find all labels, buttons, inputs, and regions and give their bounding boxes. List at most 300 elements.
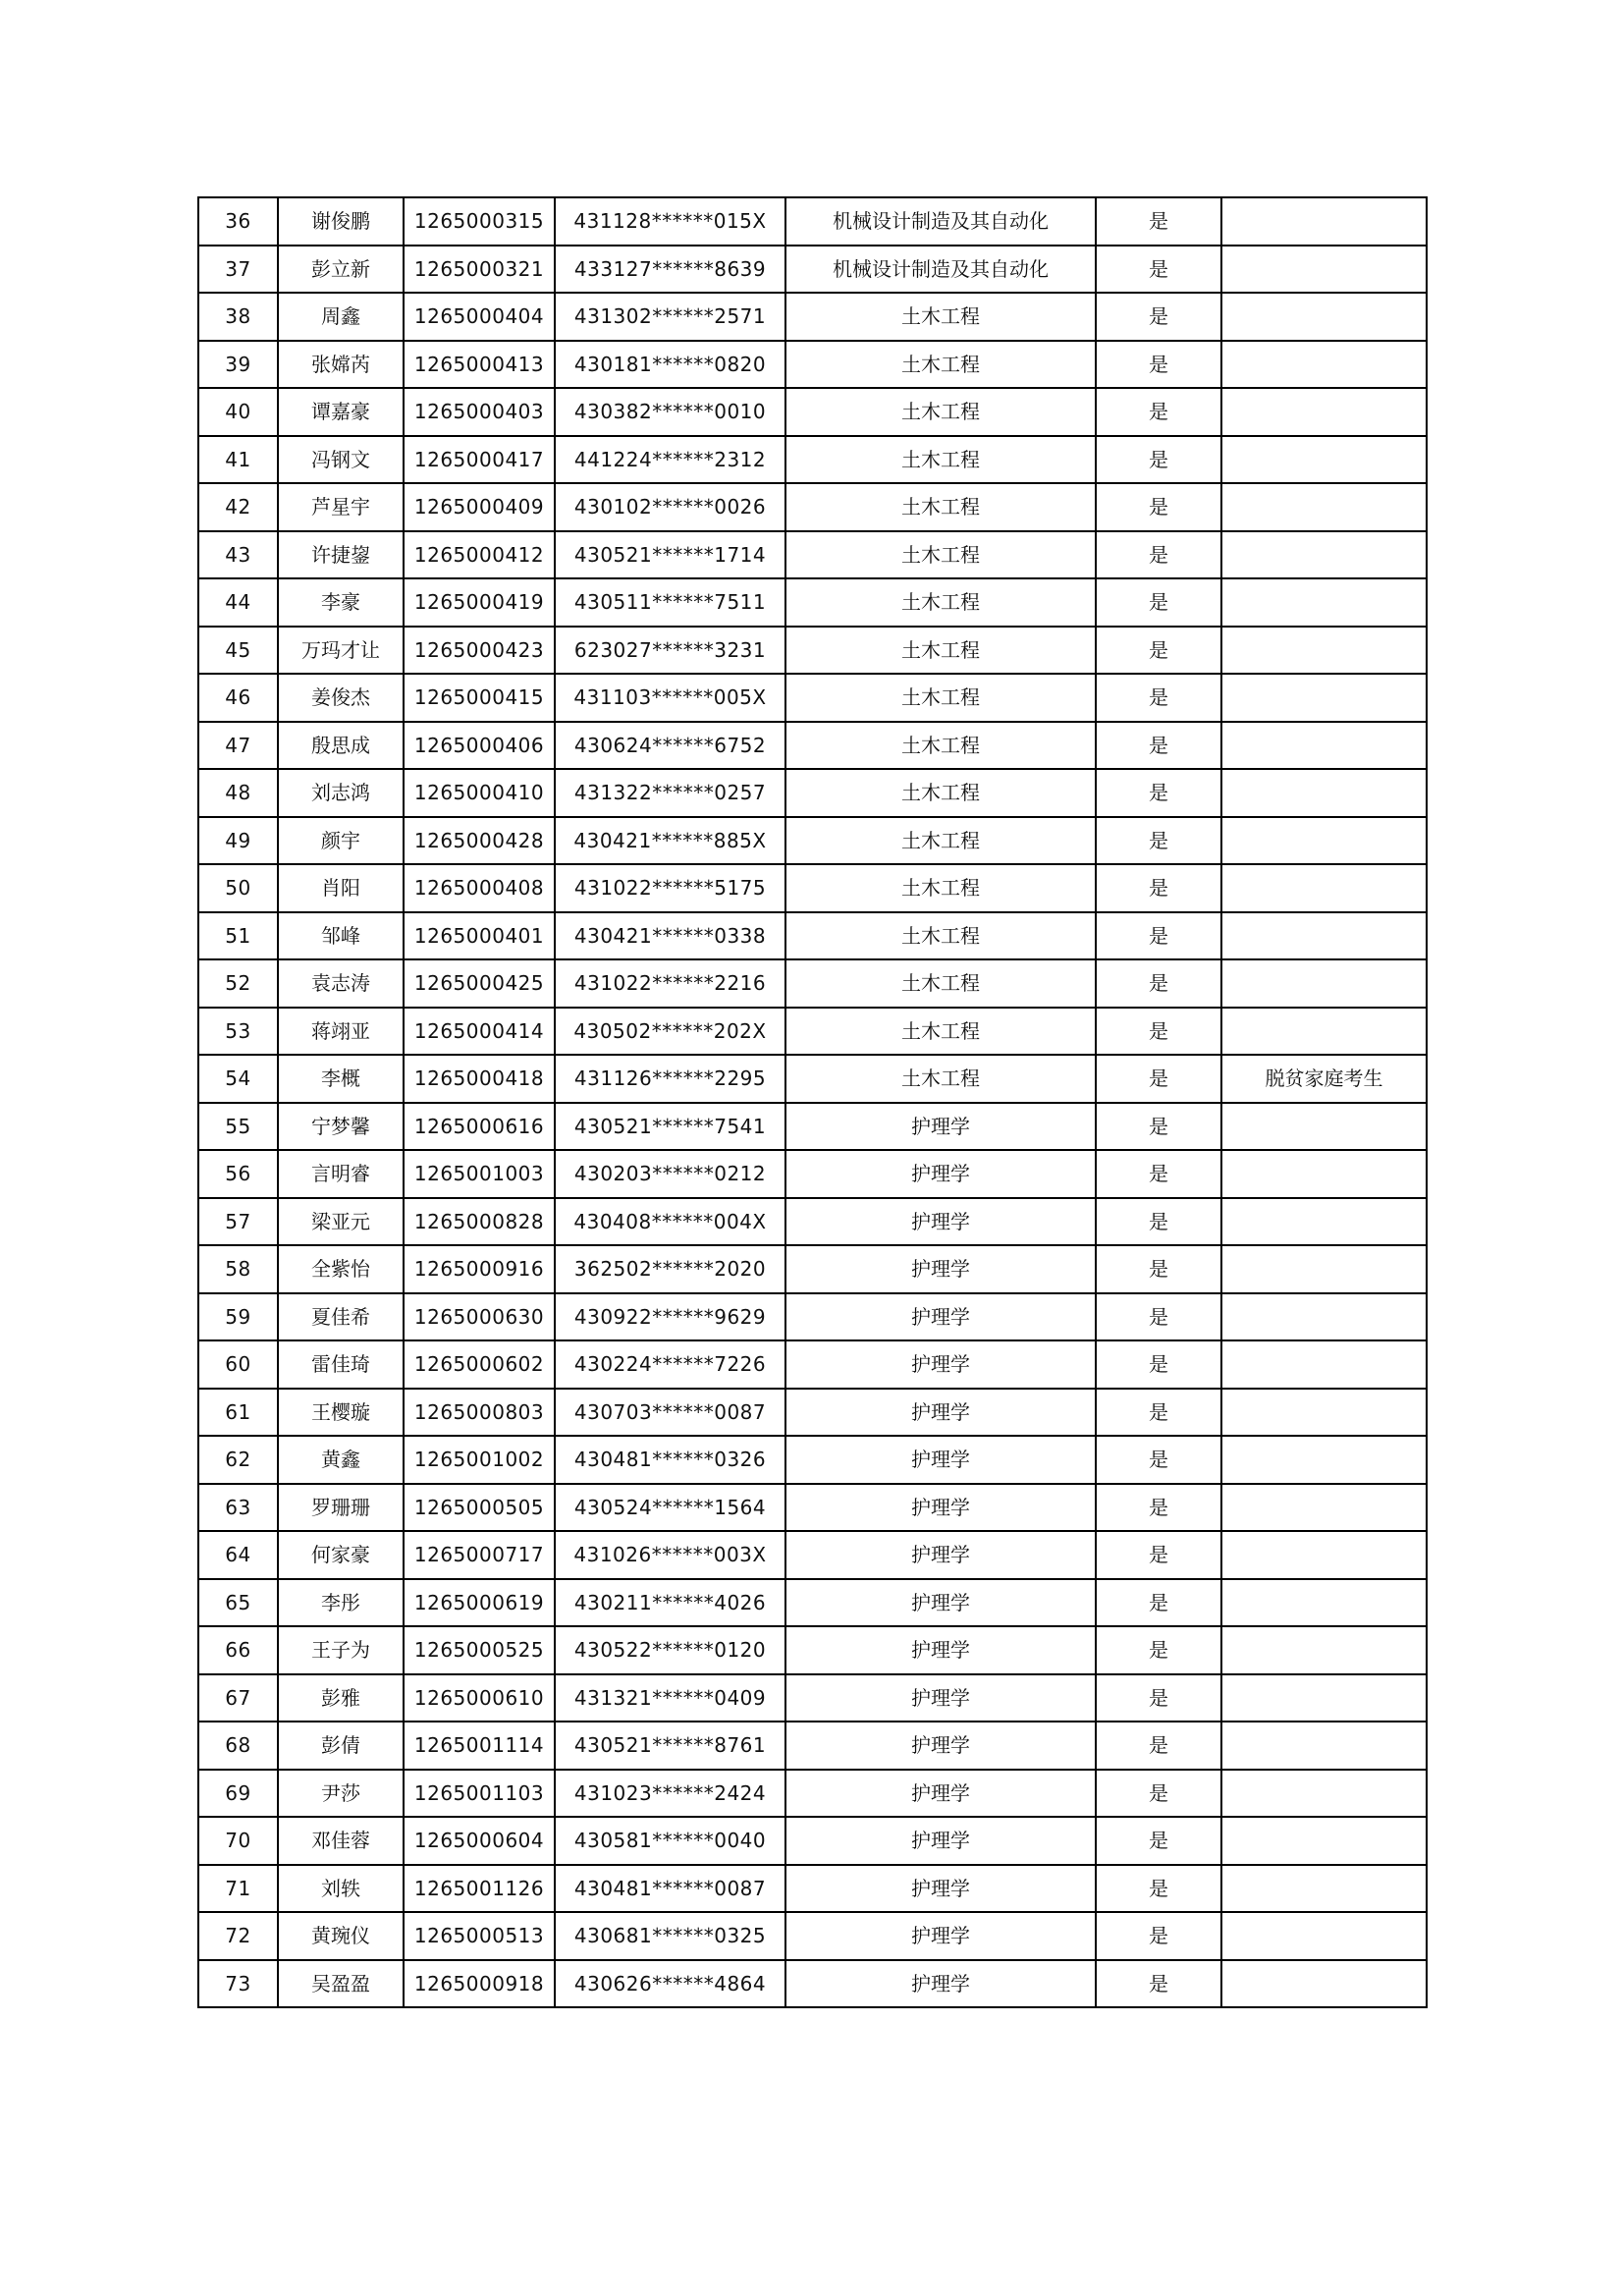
row-number-cell: 62	[198, 1436, 278, 1484]
exam-number-cell: 1265000602	[404, 1340, 555, 1389]
remark-cell	[1221, 1484, 1427, 1532]
id-number-cell: 430581******0040	[555, 1817, 785, 1865]
row-number-cell: 53	[198, 1008, 278, 1056]
name-cell: 殷思成	[278, 722, 404, 770]
table-row	[198, 1436, 1427, 1484]
name-cell: 袁志涛	[278, 959, 404, 1008]
table-row	[198, 1150, 1427, 1198]
name-cell: 芦星宇	[278, 483, 404, 531]
remark-cell	[1221, 1817, 1427, 1865]
major-cell: 土木工程	[785, 1055, 1096, 1103]
remark-cell: 脱贫家庭考生	[1221, 1055, 1427, 1103]
id-number-cell: 431022******2216	[555, 959, 785, 1008]
id-number-cell: 431128******015X	[555, 197, 785, 246]
remark-cell	[1221, 388, 1427, 436]
id-number-cell: 430421******0338	[555, 912, 785, 960]
id-number-cell: 430382******0010	[555, 388, 785, 436]
id-number-cell: 430481******0087	[555, 1865, 785, 1913]
name-cell: 许捷鋆	[278, 531, 404, 579]
qualified-cell: 是	[1096, 627, 1221, 675]
table-row	[198, 436, 1427, 484]
name-cell: 彭立新	[278, 246, 404, 294]
row-number-cell: 61	[198, 1389, 278, 1437]
remark-cell	[1221, 1198, 1427, 1246]
name-cell: 黄鑫	[278, 1436, 404, 1484]
major-cell: 护理学	[785, 1960, 1096, 2008]
id-number-cell: 430408******004X	[555, 1198, 785, 1246]
qualified-cell: 是	[1096, 246, 1221, 294]
row-number-cell: 47	[198, 722, 278, 770]
remark-cell	[1221, 197, 1427, 246]
id-number-cell: 430703******0087	[555, 1389, 785, 1437]
major-cell: 土木工程	[785, 436, 1096, 484]
row-number-cell: 44	[198, 578, 278, 627]
remark-cell	[1221, 1626, 1427, 1674]
row-number-cell: 41	[198, 436, 278, 484]
remark-cell	[1221, 1436, 1427, 1484]
exam-number-cell: 1265000321	[404, 246, 555, 294]
name-cell: 夏佳希	[278, 1293, 404, 1341]
major-cell: 土木工程	[785, 817, 1096, 865]
remark-cell	[1221, 1770, 1427, 1818]
exam-number-cell: 1265000413	[404, 341, 555, 389]
name-cell: 吴盈盈	[278, 1960, 404, 2008]
table-row	[198, 1960, 1427, 2008]
name-cell: 周鑫	[278, 293, 404, 341]
row-number-cell: 57	[198, 1198, 278, 1246]
id-number-cell: 430181******0820	[555, 341, 785, 389]
qualified-cell: 是	[1096, 722, 1221, 770]
table-row	[198, 483, 1427, 531]
qualified-cell: 是	[1096, 769, 1221, 817]
table-row	[198, 578, 1427, 627]
qualified-cell: 是	[1096, 1340, 1221, 1389]
row-number-cell: 48	[198, 769, 278, 817]
remark-cell	[1221, 674, 1427, 722]
remark-cell	[1221, 1912, 1427, 1960]
major-cell: 机械设计制造及其自动化	[785, 197, 1096, 246]
major-cell: 护理学	[785, 1198, 1096, 1246]
exam-number-cell: 1265000916	[404, 1245, 555, 1293]
remark-cell	[1221, 1340, 1427, 1389]
name-cell: 罗珊珊	[278, 1484, 404, 1532]
exam-number-cell: 1265000417	[404, 436, 555, 484]
major-cell: 土木工程	[785, 864, 1096, 912]
major-cell: 护理学	[785, 1674, 1096, 1722]
exam-number-cell: 1265000410	[404, 769, 555, 817]
qualified-cell: 是	[1096, 1055, 1221, 1103]
table-row	[198, 864, 1427, 912]
remark-cell	[1221, 578, 1427, 627]
id-number-cell: 430522******0120	[555, 1626, 785, 1674]
exam-number-cell: 1265000408	[404, 864, 555, 912]
row-number-cell: 39	[198, 341, 278, 389]
exam-number-cell: 1265000803	[404, 1389, 555, 1437]
remark-cell	[1221, 864, 1427, 912]
exam-number-cell: 1265000315	[404, 197, 555, 246]
table-row	[198, 1008, 1427, 1056]
name-cell: 谢俊鹏	[278, 197, 404, 246]
major-cell: 土木工程	[785, 722, 1096, 770]
table-row	[198, 722, 1427, 770]
id-number-cell: 362502******2020	[555, 1245, 785, 1293]
exam-number-cell: 1265001002	[404, 1436, 555, 1484]
remark-cell	[1221, 1579, 1427, 1627]
table-row	[198, 293, 1427, 341]
qualified-cell: 是	[1096, 1960, 1221, 2008]
id-number-cell: 431302******2571	[555, 293, 785, 341]
exam-number-cell: 1265000604	[404, 1817, 555, 1865]
major-cell: 护理学	[785, 1626, 1096, 1674]
qualified-cell: 是	[1096, 959, 1221, 1008]
name-cell: 姜俊杰	[278, 674, 404, 722]
qualified-cell: 是	[1096, 1436, 1221, 1484]
exam-number-cell: 1265000414	[404, 1008, 555, 1056]
name-cell: 言明睿	[278, 1150, 404, 1198]
row-number-cell: 46	[198, 674, 278, 722]
table-row	[198, 1865, 1427, 1913]
table-row	[198, 1770, 1427, 1818]
name-cell: 刘轶	[278, 1865, 404, 1913]
name-cell: 李豪	[278, 578, 404, 627]
exam-number-cell: 1265001103	[404, 1770, 555, 1818]
name-cell: 彭雅	[278, 1674, 404, 1722]
row-number-cell: 66	[198, 1626, 278, 1674]
table-row	[198, 1531, 1427, 1579]
major-cell: 土木工程	[785, 1008, 1096, 1056]
remark-cell	[1221, 769, 1427, 817]
id-number-cell: 430421******885X	[555, 817, 785, 865]
qualified-cell: 是	[1096, 1531, 1221, 1579]
exam-number-cell: 1265001126	[404, 1865, 555, 1913]
major-cell: 土木工程	[785, 293, 1096, 341]
qualified-cell: 是	[1096, 1293, 1221, 1341]
name-cell: 邹峰	[278, 912, 404, 960]
row-number-cell: 70	[198, 1817, 278, 1865]
table-row	[198, 246, 1427, 294]
remark-cell	[1221, 1531, 1427, 1579]
row-number-cell: 65	[198, 1579, 278, 1627]
remark-cell	[1221, 627, 1427, 675]
name-cell: 邓佳蓉	[278, 1817, 404, 1865]
row-number-cell: 42	[198, 483, 278, 531]
qualified-cell: 是	[1096, 674, 1221, 722]
row-number-cell: 51	[198, 912, 278, 960]
major-cell: 土木工程	[785, 531, 1096, 579]
exam-number-cell: 1265000409	[404, 483, 555, 531]
id-number-cell: 431321******0409	[555, 1674, 785, 1722]
exam-number-cell: 1265000619	[404, 1579, 555, 1627]
row-number-cell: 58	[198, 1245, 278, 1293]
remark-cell	[1221, 912, 1427, 960]
major-cell: 土木工程	[785, 674, 1096, 722]
id-number-cell: 430502******202X	[555, 1008, 785, 1056]
name-cell: 李彤	[278, 1579, 404, 1627]
id-number-cell: 431023******2424	[555, 1770, 785, 1818]
name-cell: 冯钢文	[278, 436, 404, 484]
id-number-cell: 430626******4864	[555, 1960, 785, 2008]
admission-list-table	[197, 196, 1428, 2008]
major-cell: 护理学	[785, 1484, 1096, 1532]
table-row	[198, 1484, 1427, 1532]
qualified-cell: 是	[1096, 1198, 1221, 1246]
table-row	[198, 531, 1427, 579]
remark-cell	[1221, 1150, 1427, 1198]
id-number-cell: 431103******005X	[555, 674, 785, 722]
major-cell: 护理学	[785, 1912, 1096, 1960]
name-cell: 李概	[278, 1055, 404, 1103]
major-cell: 土木工程	[785, 912, 1096, 960]
qualified-cell: 是	[1096, 531, 1221, 579]
name-cell: 尹莎	[278, 1770, 404, 1818]
exam-number-cell: 1265000717	[404, 1531, 555, 1579]
row-number-cell: 54	[198, 1055, 278, 1103]
row-number-cell: 55	[198, 1103, 278, 1151]
exam-number-cell: 1265000630	[404, 1293, 555, 1341]
remark-cell	[1221, 1960, 1427, 2008]
major-cell: 护理学	[785, 1150, 1096, 1198]
table-row	[198, 1722, 1427, 1770]
major-cell: 护理学	[785, 1103, 1096, 1151]
qualified-cell: 是	[1096, 1484, 1221, 1532]
qualified-cell: 是	[1096, 1389, 1221, 1437]
qualified-cell: 是	[1096, 1103, 1221, 1151]
remark-cell	[1221, 1722, 1427, 1770]
table-row	[198, 912, 1427, 960]
major-cell: 护理学	[785, 1770, 1096, 1818]
row-number-cell: 60	[198, 1340, 278, 1389]
name-cell: 颜宇	[278, 817, 404, 865]
major-cell: 护理学	[785, 1865, 1096, 1913]
major-cell: 护理学	[785, 1531, 1096, 1579]
table-row	[198, 341, 1427, 389]
id-number-cell: 430511******7511	[555, 578, 785, 627]
qualified-cell: 是	[1096, 1912, 1221, 1960]
row-number-cell: 69	[198, 1770, 278, 1818]
remark-cell	[1221, 959, 1427, 1008]
qualified-cell: 是	[1096, 483, 1221, 531]
row-number-cell: 71	[198, 1865, 278, 1913]
remark-cell	[1221, 483, 1427, 531]
exam-number-cell: 1265001003	[404, 1150, 555, 1198]
id-number-cell: 430681******0325	[555, 1912, 785, 1960]
table-row	[198, 1626, 1427, 1674]
id-number-cell: 430203******0212	[555, 1150, 785, 1198]
qualified-cell: 是	[1096, 1817, 1221, 1865]
remark-cell	[1221, 1245, 1427, 1293]
qualified-cell: 是	[1096, 436, 1221, 484]
remark-cell	[1221, 1389, 1427, 1437]
exam-number-cell: 1265000418	[404, 1055, 555, 1103]
exam-number-cell: 1265000406	[404, 722, 555, 770]
name-cell: 宁梦馨	[278, 1103, 404, 1151]
exam-number-cell: 1265000616	[404, 1103, 555, 1151]
exam-number-cell: 1265000401	[404, 912, 555, 960]
id-number-cell: 431022******5175	[555, 864, 785, 912]
id-number-cell: 430481******0326	[555, 1436, 785, 1484]
id-number-cell: 430211******4026	[555, 1579, 785, 1627]
major-cell: 土木工程	[785, 483, 1096, 531]
id-number-cell: 430624******6752	[555, 722, 785, 770]
table-row	[198, 1245, 1427, 1293]
remark-cell	[1221, 436, 1427, 484]
remark-cell	[1221, 1293, 1427, 1341]
name-cell: 梁亚元	[278, 1198, 404, 1246]
exam-number-cell: 1265000412	[404, 531, 555, 579]
qualified-cell: 是	[1096, 1626, 1221, 1674]
exam-number-cell: 1265000404	[404, 293, 555, 341]
row-number-cell: 73	[198, 1960, 278, 2008]
major-cell: 土木工程	[785, 388, 1096, 436]
name-cell: 王樱璇	[278, 1389, 404, 1437]
qualified-cell: 是	[1096, 1770, 1221, 1818]
table-row	[198, 1103, 1427, 1151]
id-number-cell: 430922******9629	[555, 1293, 785, 1341]
major-cell: 护理学	[785, 1245, 1096, 1293]
qualified-cell: 是	[1096, 197, 1221, 246]
row-number-cell: 49	[198, 817, 278, 865]
major-cell: 土木工程	[785, 959, 1096, 1008]
id-number-cell: 431126******2295	[555, 1055, 785, 1103]
id-number-cell: 430224******7226	[555, 1340, 785, 1389]
row-number-cell: 67	[198, 1674, 278, 1722]
qualified-cell: 是	[1096, 1722, 1221, 1770]
qualified-cell: 是	[1096, 293, 1221, 341]
row-number-cell: 45	[198, 627, 278, 675]
qualified-cell: 是	[1096, 864, 1221, 912]
row-number-cell: 40	[198, 388, 278, 436]
major-cell: 护理学	[785, 1722, 1096, 1770]
name-cell: 肖阳	[278, 864, 404, 912]
qualified-cell: 是	[1096, 341, 1221, 389]
row-number-cell: 64	[198, 1531, 278, 1579]
id-number-cell: 430521******8761	[555, 1722, 785, 1770]
name-cell: 蒋翊亚	[278, 1008, 404, 1056]
table-row	[198, 388, 1427, 436]
table-row	[198, 1674, 1427, 1722]
exam-number-cell: 1265000525	[404, 1626, 555, 1674]
table-row	[198, 627, 1427, 675]
exam-number-cell: 1265000419	[404, 578, 555, 627]
qualified-cell: 是	[1096, 1865, 1221, 1913]
qualified-cell: 是	[1096, 817, 1221, 865]
row-number-cell: 59	[198, 1293, 278, 1341]
row-number-cell: 63	[198, 1484, 278, 1532]
remark-cell	[1221, 293, 1427, 341]
row-number-cell: 37	[198, 246, 278, 294]
table-row	[198, 1579, 1427, 1627]
exam-number-cell: 1265000610	[404, 1674, 555, 1722]
table-row	[198, 674, 1427, 722]
id-number-cell: 430521******7541	[555, 1103, 785, 1151]
table-row	[198, 959, 1427, 1008]
name-cell: 万玛才让	[278, 627, 404, 675]
name-cell: 王子为	[278, 1626, 404, 1674]
qualified-cell: 是	[1096, 1245, 1221, 1293]
table-row	[198, 1912, 1427, 1960]
row-number-cell: 68	[198, 1722, 278, 1770]
id-number-cell: 430102******0026	[555, 483, 785, 531]
remark-cell	[1221, 1865, 1427, 1913]
remark-cell	[1221, 722, 1427, 770]
name-cell: 雷佳琦	[278, 1340, 404, 1389]
major-cell: 护理学	[785, 1436, 1096, 1484]
table-row	[198, 1055, 1427, 1103]
major-cell: 护理学	[785, 1340, 1096, 1389]
major-cell: 土木工程	[785, 578, 1096, 627]
qualified-cell: 是	[1096, 912, 1221, 960]
id-number-cell: 433127******8639	[555, 246, 785, 294]
table-row	[198, 1293, 1427, 1341]
row-number-cell: 52	[198, 959, 278, 1008]
major-cell: 护理学	[785, 1389, 1096, 1437]
remark-cell	[1221, 817, 1427, 865]
major-cell: 护理学	[785, 1817, 1096, 1865]
id-number-cell: 430524******1564	[555, 1484, 785, 1532]
qualified-cell: 是	[1096, 388, 1221, 436]
row-number-cell: 56	[198, 1150, 278, 1198]
qualified-cell: 是	[1096, 1674, 1221, 1722]
id-number-cell: 441224******2312	[555, 436, 785, 484]
id-number-cell: 430521******1714	[555, 531, 785, 579]
remark-cell	[1221, 1103, 1427, 1151]
remark-cell	[1221, 1008, 1427, 1056]
major-cell: 土木工程	[785, 769, 1096, 817]
major-cell: 机械设计制造及其自动化	[785, 246, 1096, 294]
table-row	[198, 769, 1427, 817]
name-cell: 谭嘉豪	[278, 388, 404, 436]
table-row	[198, 1198, 1427, 1246]
name-cell: 全紫怡	[278, 1245, 404, 1293]
table-row	[198, 1340, 1427, 1389]
id-number-cell: 431322******0257	[555, 769, 785, 817]
table-row	[198, 1817, 1427, 1865]
table-body	[198, 197, 1427, 2007]
major-cell: 土木工程	[785, 627, 1096, 675]
qualified-cell: 是	[1096, 1579, 1221, 1627]
row-number-cell: 36	[198, 197, 278, 246]
row-number-cell: 72	[198, 1912, 278, 1960]
exam-number-cell: 1265000513	[404, 1912, 555, 1960]
exam-number-cell: 1265000828	[404, 1198, 555, 1246]
major-cell: 护理学	[785, 1293, 1096, 1341]
exam-number-cell: 1265000505	[404, 1484, 555, 1532]
name-cell: 张嫦芮	[278, 341, 404, 389]
id-number-cell: 623027******3231	[555, 627, 785, 675]
table-row	[198, 197, 1427, 246]
table-row	[198, 1389, 1427, 1437]
exam-number-cell: 1265000918	[404, 1960, 555, 2008]
remark-cell	[1221, 1674, 1427, 1722]
row-number-cell: 38	[198, 293, 278, 341]
remark-cell	[1221, 531, 1427, 579]
remark-cell	[1221, 246, 1427, 294]
qualified-cell: 是	[1096, 578, 1221, 627]
exam-number-cell: 1265001114	[404, 1722, 555, 1770]
exam-number-cell: 1265000423	[404, 627, 555, 675]
exam-number-cell: 1265000428	[404, 817, 555, 865]
row-number-cell: 43	[198, 531, 278, 579]
exam-number-cell: 1265000425	[404, 959, 555, 1008]
row-number-cell: 50	[198, 864, 278, 912]
table-row	[198, 817, 1427, 865]
exam-number-cell: 1265000415	[404, 674, 555, 722]
remark-cell	[1221, 341, 1427, 389]
name-cell: 何家豪	[278, 1531, 404, 1579]
name-cell: 刘志鸿	[278, 769, 404, 817]
exam-number-cell: 1265000403	[404, 388, 555, 436]
major-cell: 护理学	[785, 1579, 1096, 1627]
